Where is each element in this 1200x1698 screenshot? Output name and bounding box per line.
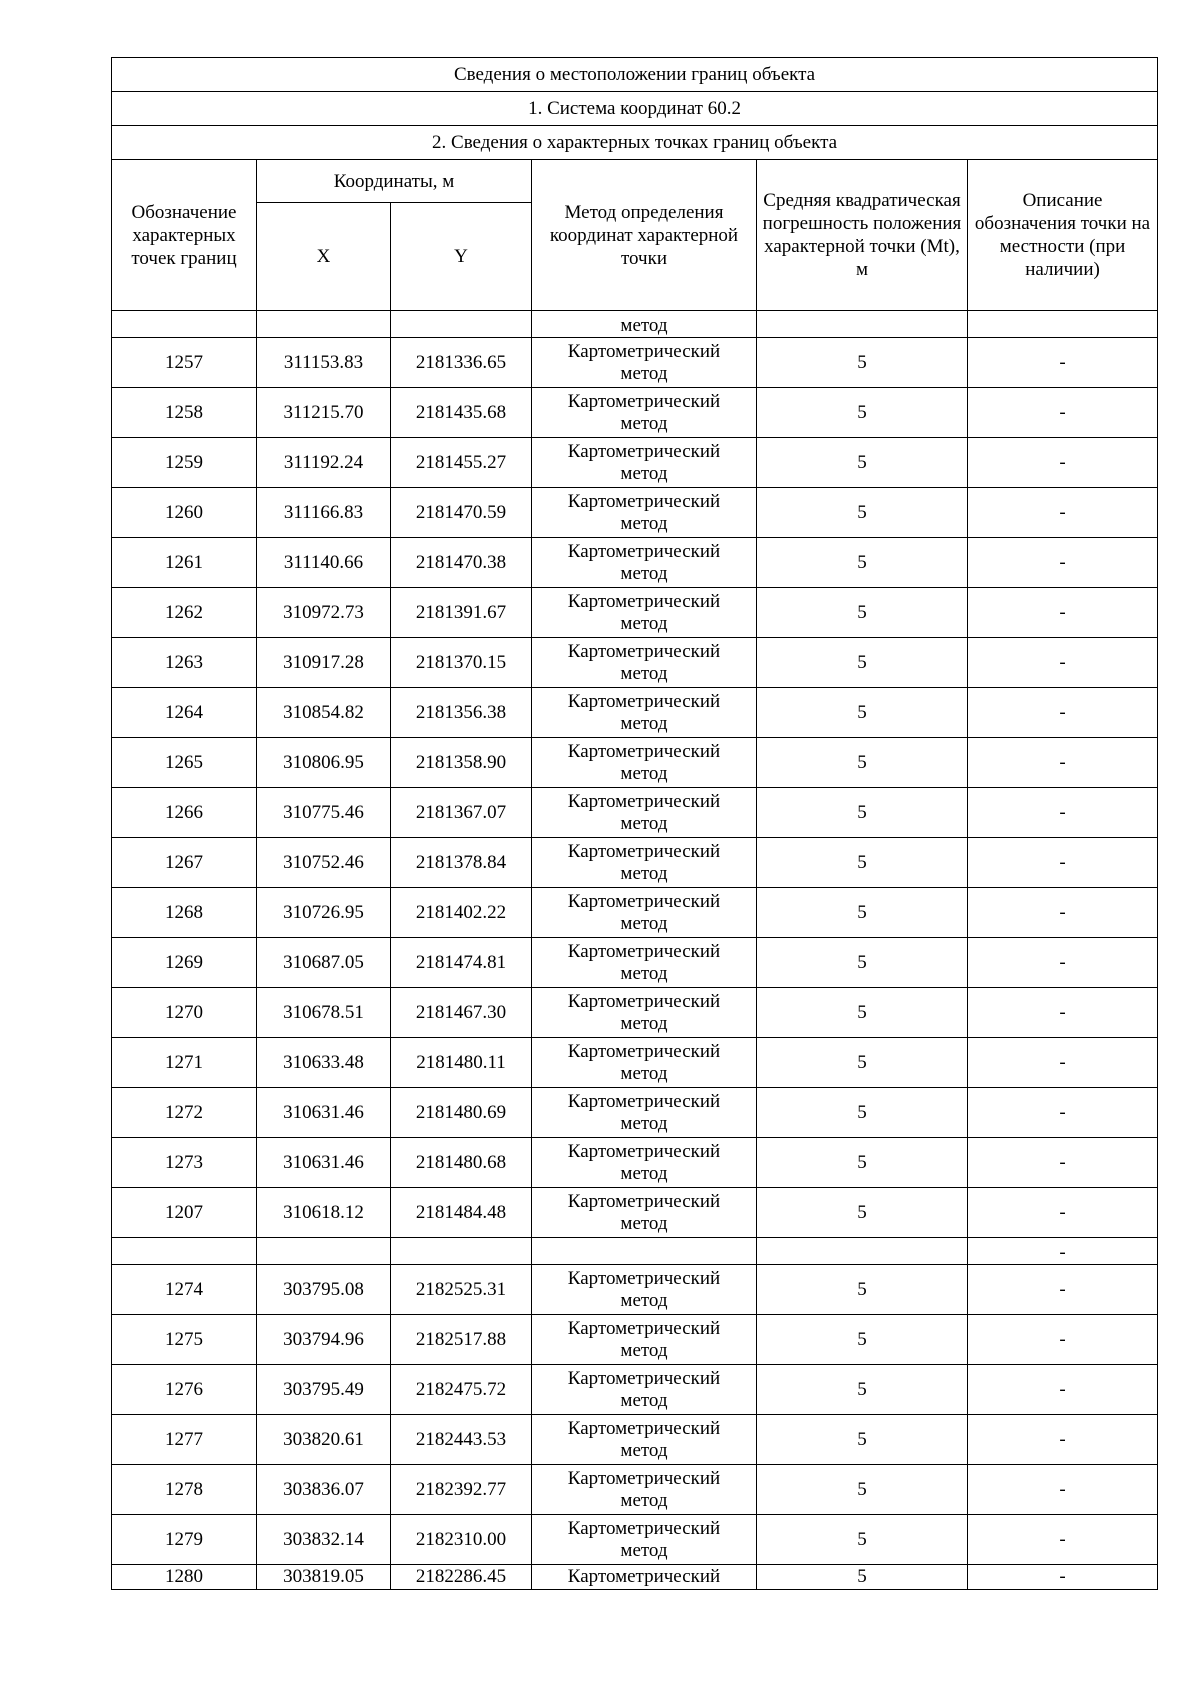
table-row xyxy=(112,388,1158,438)
method-line2: метод xyxy=(620,1112,668,1134)
point-description: - xyxy=(968,1315,1158,1365)
point-description: - xyxy=(968,1088,1158,1138)
table-row xyxy=(112,1188,1158,1238)
method-line1: Картометрический xyxy=(567,790,721,812)
method-line1: Картометрический xyxy=(567,1317,721,1339)
method xyxy=(532,1465,757,1515)
coord-y: 2181378.84 xyxy=(391,838,532,888)
point-description: - xyxy=(968,1515,1158,1565)
mean-error: 5 xyxy=(757,1088,968,1138)
point-id: 1260 xyxy=(112,488,257,538)
method-line1: Картометрический xyxy=(567,1467,721,1489)
method xyxy=(532,938,757,988)
table-row xyxy=(112,338,1158,388)
point-id: 1276 xyxy=(112,1365,257,1415)
section-title: Сведения о местоположении границ объекта xyxy=(112,58,1158,92)
coord-x: 310726.95 xyxy=(257,888,391,938)
coord-y: 2182517.88 xyxy=(391,1315,532,1365)
mean-error: 5 xyxy=(757,1138,968,1188)
table-row xyxy=(112,1365,1158,1415)
mean-error: 5 xyxy=(757,688,968,738)
table-row xyxy=(112,1038,1158,1088)
method-line1: Картометрический xyxy=(567,640,721,662)
method-line2: метод xyxy=(620,1539,668,1561)
method-line2: метод xyxy=(620,912,668,934)
method xyxy=(532,438,757,488)
point-description: - xyxy=(968,1138,1158,1188)
method-line2: метод xyxy=(620,512,668,534)
mean-error: 5 xyxy=(757,338,968,388)
method-line2: метод xyxy=(620,812,668,834)
points-section-title: 2. Сведения о характерных точках границ объекта xyxy=(112,126,1158,160)
header-method: Метод определения координат характерной точки xyxy=(532,160,757,311)
point-description: - xyxy=(968,1038,1158,1088)
header-x: X xyxy=(257,203,391,311)
mean-error: 5 xyxy=(757,1038,968,1088)
method-line2: метод xyxy=(620,1162,668,1184)
method-line1: Картометрический xyxy=(567,1417,721,1439)
coord-y: 2181470.59 xyxy=(391,488,532,538)
table-row xyxy=(112,488,1158,538)
coord-y: 2181356.38 xyxy=(391,688,532,738)
point-description: - xyxy=(968,488,1158,538)
coord-x: 303836.07 xyxy=(257,1465,391,1515)
point-id: 1280 xyxy=(112,1565,257,1590)
table-row xyxy=(112,888,1158,938)
method xyxy=(532,1415,757,1465)
coord-y: 2181480.11 xyxy=(391,1038,532,1088)
point-id: 1266 xyxy=(112,788,257,838)
point-id: 1279 xyxy=(112,1515,257,1565)
coord-y: 2181470.38 xyxy=(391,538,532,588)
mean-error: 5 xyxy=(757,1565,968,1590)
point-id: 1278 xyxy=(112,1465,257,1515)
coord-y: 2182310.00 xyxy=(391,1515,532,1565)
coord-y: 2181455.27 xyxy=(391,438,532,488)
mean-error: 5 xyxy=(757,838,968,888)
coord-y: 2182286.45 xyxy=(391,1565,532,1590)
point-id: 1265 xyxy=(112,738,257,788)
coord-x: 310678.51 xyxy=(257,988,391,1038)
table-row xyxy=(112,1465,1158,1515)
method xyxy=(532,838,757,888)
method-line2: метод xyxy=(620,712,668,734)
point-description: - xyxy=(968,688,1158,738)
method-line2: метод xyxy=(620,1439,668,1461)
coord-y: 2181370.15 xyxy=(391,638,532,688)
method xyxy=(532,688,757,738)
table-row xyxy=(112,588,1158,638)
mean-error: 5 xyxy=(757,938,968,988)
point-description: - xyxy=(968,538,1158,588)
table-row xyxy=(112,1138,1158,1188)
method-line1: Картометрический xyxy=(567,590,721,612)
method-line2: метод xyxy=(620,362,668,384)
point-id: 1263 xyxy=(112,638,257,688)
mean-error: 5 xyxy=(757,438,968,488)
point-description: - xyxy=(968,1465,1158,1515)
method-line2: метод xyxy=(620,962,668,984)
coord-x: 310618.12 xyxy=(257,1188,391,1238)
method-line2: метод xyxy=(620,1339,668,1361)
header-error: Средняя квадратическая погрешность положения характерной точки (Mt), м xyxy=(757,160,968,311)
point-id: 1259 xyxy=(112,438,257,488)
coord-y: 2182443.53 xyxy=(391,1415,532,1465)
point-id: 1275 xyxy=(112,1315,257,1365)
coord-x: 303819.05 xyxy=(257,1565,391,1590)
table-row xyxy=(112,988,1158,1038)
mean-error: 5 xyxy=(757,738,968,788)
table-row xyxy=(112,688,1158,738)
coord-x: 303795.08 xyxy=(257,1265,391,1315)
point-id: 1267 xyxy=(112,838,257,888)
method xyxy=(532,788,757,838)
method-line1: Картометрический xyxy=(567,1090,721,1112)
coord-y: 2181484.48 xyxy=(391,1188,532,1238)
method xyxy=(532,338,757,388)
method-line2: метод xyxy=(620,862,668,884)
method-line2: метод xyxy=(620,1489,668,1511)
coord-y: 2181367.07 xyxy=(391,788,532,838)
method-line2: метод xyxy=(620,1062,668,1084)
point-id: 1258 xyxy=(112,388,257,438)
point-id: 1268 xyxy=(112,888,257,938)
coord-x: 310972.73 xyxy=(257,588,391,638)
table-row xyxy=(112,638,1158,688)
point-description: - xyxy=(968,988,1158,1038)
point-description: - xyxy=(968,938,1158,988)
method-line1: Картометрический xyxy=(567,840,721,862)
point-id: 1207 xyxy=(112,1188,257,1238)
method-line1: Картометрический xyxy=(567,1367,721,1389)
coord-x: 310752.46 xyxy=(257,838,391,888)
mean-error: 5 xyxy=(757,538,968,588)
method-line1: Картометрический xyxy=(567,1140,721,1162)
mean-error: 5 xyxy=(757,638,968,688)
separator-desc: - xyxy=(968,1238,1158,1265)
table-row xyxy=(112,938,1158,988)
coord-y: 2181391.67 xyxy=(391,588,532,638)
coord-y: 2182525.31 xyxy=(391,1265,532,1315)
method-line2: метод xyxy=(620,562,668,584)
method xyxy=(532,1315,757,1365)
point-id: 1272 xyxy=(112,1088,257,1138)
header-coordinates: Координаты, м xyxy=(257,160,532,203)
coord-y: 2181402.22 xyxy=(391,888,532,938)
method-line1: Картометрический xyxy=(567,340,721,362)
method xyxy=(532,588,757,638)
mean-error: 5 xyxy=(757,1315,968,1365)
coord-x: 310631.46 xyxy=(257,1138,391,1188)
mean-error: 5 xyxy=(757,1465,968,1515)
mean-error: 5 xyxy=(757,988,968,1038)
method-line2: метод xyxy=(620,462,668,484)
method-line1: Картометрический xyxy=(567,490,721,512)
table-row xyxy=(112,1315,1158,1365)
coord-x: 310854.82 xyxy=(257,688,391,738)
method-line1: Картометрический xyxy=(532,1565,757,1590)
coord-y: 2182392.77 xyxy=(391,1465,532,1515)
coord-x: 310631.46 xyxy=(257,1088,391,1138)
method xyxy=(532,738,757,788)
method-line1: Картометрический xyxy=(567,1517,721,1539)
coord-y: 2181358.90 xyxy=(391,738,532,788)
method xyxy=(532,538,757,588)
separator-row xyxy=(112,1238,1158,1265)
coord-x: 310775.46 xyxy=(257,788,391,838)
mean-error: 5 xyxy=(757,1515,968,1565)
method xyxy=(532,388,757,438)
table-row xyxy=(112,1265,1158,1315)
method-line1: Картометрический xyxy=(567,440,721,462)
point-description: - xyxy=(968,888,1158,938)
continuation-method: метод xyxy=(532,311,757,338)
point-id: 1262 xyxy=(112,588,257,638)
coord-x: 311140.66 xyxy=(257,538,391,588)
point-id: 1257 xyxy=(112,338,257,388)
coord-y: 2182475.72 xyxy=(391,1365,532,1415)
method-line2: метод xyxy=(620,1212,668,1234)
point-description: - xyxy=(968,1415,1158,1465)
method xyxy=(532,638,757,688)
coord-x: 311166.83 xyxy=(257,488,391,538)
method xyxy=(532,988,757,1038)
header-y: Y xyxy=(391,203,532,311)
point-id: 1264 xyxy=(112,688,257,738)
point-id: 1269 xyxy=(112,938,257,988)
point-description: - xyxy=(968,588,1158,638)
coord-y: 2181480.69 xyxy=(391,1088,532,1138)
method-line1: Картометрический xyxy=(567,740,721,762)
method-line2: метод xyxy=(620,662,668,684)
coord-x: 311215.70 xyxy=(257,388,391,438)
method-line2: метод xyxy=(620,1012,668,1034)
point-description: - xyxy=(968,788,1158,838)
method-line1: Картометрический xyxy=(567,1267,721,1289)
point-description: - xyxy=(968,1565,1158,1590)
method xyxy=(532,1038,757,1088)
method-line2: метод xyxy=(620,762,668,784)
table-row xyxy=(112,1415,1158,1465)
mean-error: 5 xyxy=(757,488,968,538)
point-description: - xyxy=(968,738,1158,788)
coord-x: 303795.49 xyxy=(257,1365,391,1415)
method xyxy=(532,1515,757,1565)
coord-x: 303820.61 xyxy=(257,1415,391,1465)
coord-x: 310806.95 xyxy=(257,738,391,788)
coord-y: 2181435.68 xyxy=(391,388,532,438)
table-row xyxy=(112,1515,1158,1565)
coord-y: 2181467.30 xyxy=(391,988,532,1038)
coord-x: 303832.14 xyxy=(257,1515,391,1565)
point-description: - xyxy=(968,1265,1158,1315)
mean-error: 5 xyxy=(757,788,968,838)
method xyxy=(532,488,757,538)
table-row xyxy=(112,788,1158,838)
table-row xyxy=(112,838,1158,888)
method xyxy=(532,1265,757,1315)
coordinate-system: 1. Система координат 60.2 xyxy=(112,92,1158,126)
point-description: - xyxy=(968,1365,1158,1415)
point-description: - xyxy=(968,838,1158,888)
point-id: 1271 xyxy=(112,1038,257,1088)
method-line1: Картометрический xyxy=(567,390,721,412)
point-description: - xyxy=(968,338,1158,388)
mean-error: 5 xyxy=(757,888,968,938)
coord-x: 310917.28 xyxy=(257,638,391,688)
point-description: - xyxy=(968,438,1158,488)
coord-x: 311192.24 xyxy=(257,438,391,488)
coord-y: 2181336.65 xyxy=(391,338,532,388)
coord-x: 311153.83 xyxy=(257,338,391,388)
method-line1: Картометрический xyxy=(567,940,721,962)
method xyxy=(532,1365,757,1415)
method-line1: Картометрический xyxy=(567,540,721,562)
method-line1: Картометрический xyxy=(567,990,721,1012)
method-line1: Картометрический xyxy=(567,1040,721,1062)
mean-error: 5 xyxy=(757,388,968,438)
method-line2: метод xyxy=(620,1389,668,1411)
point-id: 1277 xyxy=(112,1415,257,1465)
method-line1: Картометрический xyxy=(567,690,721,712)
method-line2: метод xyxy=(620,1289,668,1311)
method xyxy=(532,888,757,938)
mean-error: 5 xyxy=(757,1188,968,1238)
method xyxy=(532,1188,757,1238)
coord-y: 2181480.68 xyxy=(391,1138,532,1188)
table-row xyxy=(112,738,1158,788)
header-designation: Обозначение характерных точек границ xyxy=(112,160,257,311)
coord-x: 310633.48 xyxy=(257,1038,391,1088)
table-row xyxy=(112,438,1158,488)
point-id: 1261 xyxy=(112,538,257,588)
header-description: Описание обозначения точки на местности (при наличии) xyxy=(968,160,1158,311)
boundary-points-table xyxy=(111,57,1158,1590)
point-description: - xyxy=(968,638,1158,688)
table-row-last xyxy=(112,1565,1158,1590)
coord-y: 2181474.81 xyxy=(391,938,532,988)
point-id: 1270 xyxy=(112,988,257,1038)
point-id: 1273 xyxy=(112,1138,257,1188)
method-line1: Картометрический xyxy=(567,1190,721,1212)
table-row xyxy=(112,1088,1158,1138)
continuation-row xyxy=(112,311,1158,338)
table-row xyxy=(112,538,1158,588)
point-description: - xyxy=(968,388,1158,438)
method-line2: метод xyxy=(620,612,668,634)
point-description: - xyxy=(968,1188,1158,1238)
mean-error: 5 xyxy=(757,588,968,638)
method xyxy=(532,1088,757,1138)
coord-x: 303794.96 xyxy=(257,1315,391,1365)
mean-error: 5 xyxy=(757,1365,968,1415)
coord-x: 310687.05 xyxy=(257,938,391,988)
mean-error: 5 xyxy=(757,1415,968,1465)
method-line1: Картометрический xyxy=(567,890,721,912)
method xyxy=(532,1138,757,1188)
point-id: 1274 xyxy=(112,1265,257,1315)
method-line2: метод xyxy=(620,412,668,434)
mean-error: 5 xyxy=(757,1265,968,1315)
